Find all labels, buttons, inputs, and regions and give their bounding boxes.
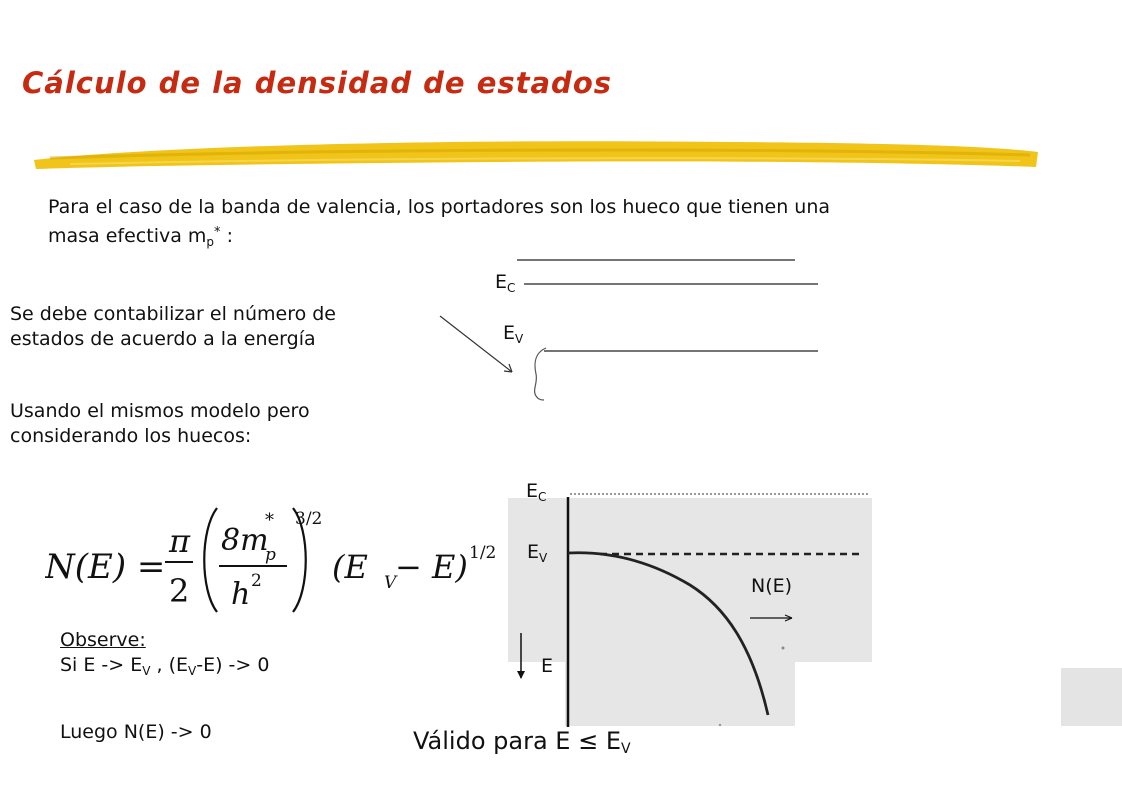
formula-left-paren (204, 508, 217, 612)
formula-two: 2 (169, 572, 190, 610)
density-graph (500, 485, 880, 735)
count-line-2: estados de acuerdo a la energía (10, 328, 316, 350)
formula-denominator: h (231, 577, 251, 612)
model-line-2: considerando los huecos: (10, 425, 252, 447)
observation-block (60, 628, 269, 684)
count-line-1: Se debe contabilizar el número de (10, 303, 336, 325)
band-ec-label: $E_C$ (495, 271, 516, 295)
observe-heading: Observe: (60, 629, 146, 651)
graph-e-label: E (541, 655, 554, 677)
validity-caption: Válido para $E \le E_V$ (413, 727, 631, 757)
svg-text:2: 2 (251, 571, 262, 591)
graph-ne-label: N(E) (751, 575, 793, 597)
formula-exponent-2: 1/2 (469, 543, 497, 563)
intro-text (48, 195, 830, 255)
svg-text:*: * (265, 510, 274, 531)
count-states-text (10, 302, 336, 352)
band-diagram (420, 250, 840, 410)
density-formula (45, 500, 505, 615)
scanned-fragment (1061, 668, 1122, 726)
formula-energy-term: (E (332, 548, 368, 586)
band-ev-label: $E_V$ (503, 322, 524, 346)
intro-line-1: Para el caso de la banda de valencia, los portadores son los hueco que tienen una (48, 196, 831, 218)
yellow-brush-divider (30, 133, 1042, 175)
model-text (10, 399, 310, 449)
formula-lhs: N(E) = (45, 547, 166, 587)
formula-pi: π (169, 522, 191, 560)
page-title: Cálculo de la densidad de estados (22, 66, 613, 100)
svg-text:p: p (265, 545, 276, 565)
model-line-1: Usando el mismos modelo pero (10, 400, 310, 422)
observe-line: Si $E -> E_V$ , $(E_V-E) -> 0$ (60, 654, 270, 678)
conclusion-text: Luego N(E) -> 0 (60, 721, 212, 743)
graph-ev-label: $E_V$ (527, 541, 548, 565)
formula-numerator: 8m (221, 523, 269, 558)
formula-exponent-1: 3/2 (295, 509, 323, 529)
valence-bracket (535, 348, 546, 400)
svg-text:V: V (384, 573, 397, 593)
svg-text:− E): − E) (395, 548, 468, 586)
density-curve (568, 553, 768, 715)
intro-line-2: masa efectiva $m_p^*$ : (48, 225, 233, 249)
graph-ec-label: $E_C$ (526, 480, 547, 504)
pointer-arrow-line (440, 316, 512, 372)
